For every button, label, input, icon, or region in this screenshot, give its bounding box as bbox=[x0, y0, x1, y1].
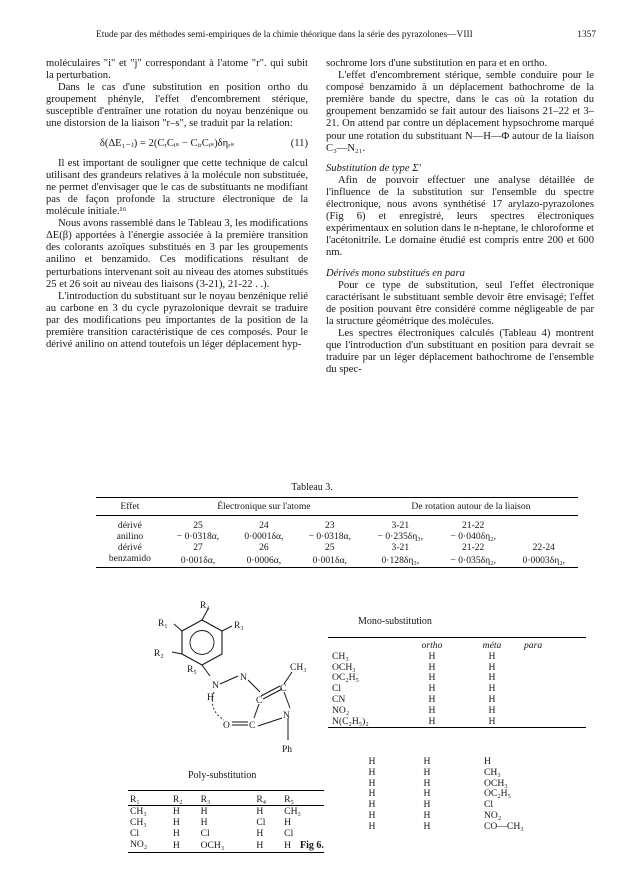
table-cell: 26 bbox=[259, 542, 269, 553]
table-row bbox=[348, 768, 588, 779]
bond-ring-n bbox=[202, 665, 210, 676]
table-cell: dérivé bbox=[117, 520, 142, 531]
table-cell: − 0·040δη₂, bbox=[450, 531, 496, 542]
table-cell: − 0·0318α, bbox=[308, 531, 351, 542]
table-cell: CN bbox=[332, 693, 346, 705]
label-c1: C bbox=[280, 684, 287, 694]
table-cell: H bbox=[368, 756, 376, 767]
table-cell: H bbox=[284, 817, 292, 828]
table-cell: H bbox=[172, 828, 180, 839]
table-cell: H bbox=[428, 650, 436, 662]
table-cell: 0·0001δα, bbox=[244, 531, 284, 542]
table-cell: 0·0003δη₂, bbox=[522, 554, 566, 566]
label-ph: Ph bbox=[282, 745, 293, 755]
header-r2: R₂ bbox=[171, 791, 199, 806]
bond-n-c bbox=[248, 680, 260, 692]
table-cell bbox=[510, 516, 578, 532]
table-cell: H bbox=[428, 704, 436, 716]
table-cell: H bbox=[368, 766, 376, 778]
bond-r3 bbox=[222, 626, 232, 631]
table-cell: H bbox=[172, 806, 180, 817]
table3-header-rotation: De rotation autour de la liaison bbox=[364, 498, 578, 516]
header-meta: méta bbox=[482, 640, 502, 651]
table-cell: dérivé bbox=[117, 542, 142, 553]
label-r1: R₁ bbox=[158, 619, 168, 629]
aromatic-circle bbox=[190, 631, 214, 655]
table-cell: H bbox=[368, 809, 376, 821]
table-row bbox=[96, 542, 578, 553]
table-row bbox=[128, 828, 324, 839]
table-cell: H bbox=[488, 672, 496, 684]
table-cell: 0·128δη₃, bbox=[381, 554, 420, 566]
table-cell: CO—CH₃ bbox=[484, 820, 524, 832]
header-r5: R₅ bbox=[282, 791, 324, 806]
table-cell: H bbox=[368, 820, 376, 832]
table-row bbox=[96, 553, 578, 568]
table3-header-electronique: Électronique sur l'atome bbox=[164, 498, 364, 516]
table-row bbox=[348, 757, 588, 768]
table-cell: CH₃ bbox=[130, 817, 147, 828]
table-cell: − 0·035δη₂, bbox=[450, 554, 496, 566]
equation-number: (11) bbox=[290, 137, 308, 149]
table-row bbox=[96, 531, 578, 542]
bond-c-ch3 bbox=[284, 672, 292, 684]
poly-header-row bbox=[128, 791, 324, 806]
label-r4: R₄ bbox=[200, 601, 210, 611]
table-cell: Cl bbox=[484, 799, 494, 811]
label-c3: C bbox=[249, 721, 256, 731]
table-cell: NO₂ bbox=[130, 839, 148, 850]
table-cell: Cl bbox=[256, 817, 266, 828]
table-cell: H bbox=[256, 828, 264, 839]
label-o: O bbox=[223, 721, 230, 731]
table-cell: NO₂ bbox=[332, 704, 350, 716]
running-header bbox=[96, 30, 596, 40]
table-row bbox=[348, 800, 588, 811]
header-r4: R₄ bbox=[254, 791, 282, 806]
bond-r2 bbox=[172, 652, 182, 654]
table-cell: H bbox=[423, 820, 431, 832]
table-cell: CH₃ bbox=[484, 766, 501, 778]
table-cell: H bbox=[488, 661, 496, 673]
table-cell: H bbox=[488, 704, 496, 716]
page-number: 1357 bbox=[577, 30, 596, 40]
table-cell: H bbox=[428, 683, 436, 695]
table-cell: 23 bbox=[324, 520, 335, 531]
table-cell: N(C₂H₅)₂ bbox=[328, 717, 402, 728]
table-cell: H bbox=[284, 840, 292, 851]
table-row bbox=[348, 779, 588, 790]
left-paragraph-5: L'introduction du substituant sur le noyau benzénique relié au carbone en 3 du cycle pyrazolonique devrait se traduire par des modifications peu importantes de la position de la première transition caractéristique de ces composés. Pour le dérivé anilino on attend toutefois un léger déplacement hyp- bbox=[46, 290, 308, 351]
table-cell: H bbox=[428, 693, 436, 705]
right-paragraph-5: Les spectres électroniques calculés (Tableau 4) montrent que l'introduction d'un substituant en position para devrait se traduire par un léger déplacement bathochrome de l'ensemble du spec- bbox=[326, 327, 594, 376]
label-n1: N bbox=[212, 681, 219, 691]
table-cell: H bbox=[256, 806, 264, 817]
table-row bbox=[328, 663, 586, 674]
table-cell: H bbox=[484, 756, 491, 767]
table-row bbox=[328, 673, 586, 684]
right-paragraph-2: L'effet d'encombrement stérique, semble conduire pour le composé benzamido à un déplacement bathochrome de la première bande du spectre, dans le cas où la rotation du groupement benzamido se fait autour des liaisons 21–22 et 3–21. On attend par contre un déplacement hypsochrome marqué pour une rotation du substituant N—H—Φ autour de la liaison C₃—N₂₁. bbox=[326, 70, 594, 154]
table-row bbox=[348, 822, 588, 833]
table-cell: NO₂ bbox=[484, 809, 502, 821]
left-paragraph-2: Dans le cas d'une substitution en position ortho du groupement phényle, l'effet d'encombrement stérique, susceptible d'entraîner une rotation du noyau benzénique ou une distorsion de la liaison "r–s", se traduit par la relation: bbox=[46, 82, 308, 130]
bond-c-n bbox=[284, 692, 290, 708]
mono-substitution-table bbox=[328, 637, 586, 728]
benzene-ring bbox=[182, 620, 222, 665]
table-cell: CH₃ bbox=[130, 806, 147, 817]
section-heading-para: Dérivés mono substitués en para bbox=[326, 267, 465, 279]
left-paragraph-4: Nous avons rassemblé dans le Tableau 3, les modifications ΔE(β) apportées à l'énergie associée à la première transition des colorants azoïques substitués en 3 par les groupements anilino et benzamido. Ces modifications résultant de perturbations intervenant soit au niveau des atomes substitués 25 et 26 soit au niveau des liaisons (3-21), 21-22 . .). bbox=[46, 218, 308, 290]
table-cell: Cl bbox=[284, 828, 294, 839]
table-cell: CH₃ bbox=[284, 806, 301, 817]
table-cell: H bbox=[172, 817, 180, 828]
table-cell: OC₂H₅ bbox=[332, 672, 359, 684]
table-cell: H bbox=[428, 672, 436, 684]
table-cell: H bbox=[200, 817, 208, 828]
table-cell: H bbox=[402, 717, 462, 728]
figure-caption: Fig 6. bbox=[300, 840, 324, 851]
table-cell: H bbox=[423, 777, 431, 789]
table-cell: OCH₃ bbox=[484, 777, 508, 789]
table-cell: CH₃ bbox=[332, 650, 349, 662]
table-row bbox=[128, 806, 324, 818]
para-substitution-table bbox=[348, 757, 588, 833]
table-row bbox=[348, 789, 588, 800]
table-row bbox=[328, 717, 586, 728]
table-cell: H bbox=[488, 650, 496, 662]
table3-header-row bbox=[96, 498, 578, 516]
table3 bbox=[96, 497, 578, 568]
header-ortho: ortho bbox=[421, 640, 443, 651]
table3-caption: Tableau 3. bbox=[291, 482, 333, 493]
arylazo-pyrazolone-structure bbox=[150, 600, 325, 760]
table-row bbox=[328, 695, 586, 706]
table-cell: 22-24 bbox=[532, 542, 555, 553]
table-row bbox=[328, 706, 586, 717]
right-paragraph-4: Pour ce type de substitution, seul l'effet électronique caractérisant le substituant semble devoir être envisagé; l'effet de position pouvant être considéré comme négligeable de par la structure géométrique des molécules. bbox=[326, 279, 594, 327]
table-cell: − 0·235δη₃, bbox=[377, 531, 424, 542]
table-cell: H bbox=[200, 806, 208, 817]
table-row bbox=[348, 811, 588, 822]
left-paragraph-1: moléculaires "i" et "j" correspondant à l'atome "r". qui subit la perturbation. bbox=[46, 58, 308, 82]
table-cell: H bbox=[488, 693, 496, 705]
table-cell: OC₂H₅ bbox=[484, 788, 511, 800]
left-paragraph-3: Il est important de souligner que cette technique de calcul utilisant des grandeurs relatives à la molécule non substituée, ne permet d'envisager que le cas de substituants ne modifiant pas de façon profonde la structure électronique de la molécule initiale.¹⁶ bbox=[46, 157, 308, 218]
table-cell: H bbox=[368, 777, 376, 789]
table-cell: 0·0006α, bbox=[246, 554, 282, 566]
left-column bbox=[46, 58, 308, 351]
table-cell: H bbox=[368, 788, 376, 800]
equation-body: δ(ΔE₁₋ⱼ) = 2(CᵣCᵢₛ − CᵢᵣCᵢₛ)δηᵣₛ bbox=[99, 137, 235, 149]
table-cell: benzamido bbox=[108, 553, 151, 564]
table-cell: OCH₃ bbox=[200, 840, 225, 851]
mono-substitution-title: Mono-substitution bbox=[358, 616, 432, 627]
label-r3: R₃ bbox=[234, 621, 244, 631]
right-paragraph-3: Afin de pouvoir effectuer une analyse détaillée de l'influence de la substitution sur l'ensemble du spectre électronique, nous avons synthétisé 17 arylazo-pyrazolones (Fig 6) et enregistré, leurs spectres électroniques expérimentaux en solution dans le n-heptane, le chloroforme et l'acétonitrile. Le domaine étudié est compris entre 200 et 600 nm. bbox=[326, 174, 594, 259]
label-r5: R₅ bbox=[187, 665, 197, 675]
right-column bbox=[326, 58, 594, 376]
label-n3: N bbox=[283, 711, 290, 721]
table-cell: 25 bbox=[324, 542, 335, 553]
header-r3: R₃ bbox=[199, 791, 255, 806]
table-cell: 27 bbox=[193, 542, 203, 553]
table-cell: Cl bbox=[332, 683, 342, 695]
mono-header-row bbox=[328, 638, 586, 652]
table-cell: 0·001δα, bbox=[180, 554, 216, 566]
poly-substitution-title: Poly-substitution bbox=[188, 770, 257, 781]
table-cell: H bbox=[423, 766, 431, 778]
table-row bbox=[328, 652, 586, 663]
table-cell: 25 bbox=[193, 520, 203, 531]
table-cell: Cl bbox=[130, 828, 140, 839]
table-cell: H bbox=[488, 683, 496, 695]
label-c2: C bbox=[256, 696, 263, 706]
bond-n-n bbox=[220, 676, 238, 684]
label-n2: N bbox=[240, 673, 247, 683]
section-heading-substitution: Substitution de type Σ' bbox=[326, 162, 421, 174]
table-cell: H bbox=[368, 799, 376, 811]
bond-c3-n3 bbox=[258, 718, 282, 726]
hydrogen-bond bbox=[212, 692, 224, 720]
table-cell: H bbox=[423, 788, 431, 800]
table-row bbox=[328, 684, 586, 695]
header-para: para bbox=[524, 640, 543, 651]
header-r1: R₁ bbox=[128, 791, 171, 806]
table-cell: H bbox=[423, 799, 431, 811]
label-ch3: CH₃ bbox=[290, 663, 307, 673]
table-cell: Cl bbox=[200, 828, 210, 839]
table-cell: H bbox=[423, 809, 431, 821]
label-r2: R₂ bbox=[154, 649, 164, 659]
table-cell: H bbox=[256, 840, 264, 851]
table-cell: H bbox=[172, 840, 180, 851]
table-cell: 24 bbox=[259, 520, 269, 531]
table-row bbox=[128, 817, 324, 828]
table-cell: OCH₃ bbox=[332, 661, 356, 673]
table-cell: 21-22 bbox=[461, 542, 485, 553]
table3-header-effet: Effet bbox=[96, 498, 164, 516]
table-cell: 0·001δα, bbox=[312, 554, 347, 566]
bond-c-c3 bbox=[254, 704, 259, 718]
table-row bbox=[96, 516, 578, 532]
table-cell bbox=[510, 531, 578, 542]
bond-r1 bbox=[174, 624, 182, 631]
equation-11 bbox=[46, 138, 308, 150]
running-title: Etude par des méthodes semi-empiriques de la chimie théorique dans la série des pyrazolones—VIII bbox=[96, 30, 473, 40]
table-cell: 3-21 bbox=[391, 542, 410, 553]
table-cell: 3-21 bbox=[391, 520, 410, 531]
table-cell: H bbox=[462, 717, 522, 728]
table-cell: H bbox=[423, 756, 431, 767]
table-cell: anilino bbox=[116, 531, 144, 542]
label-h: H bbox=[207, 693, 214, 703]
right-paragraph-1: sochrome lors d'une substitution en para et en ortho. bbox=[326, 58, 548, 69]
table-cell: H bbox=[428, 661, 436, 673]
table-cell: 21-22 bbox=[461, 520, 485, 531]
table-cell: − 0·0318α, bbox=[176, 531, 220, 542]
